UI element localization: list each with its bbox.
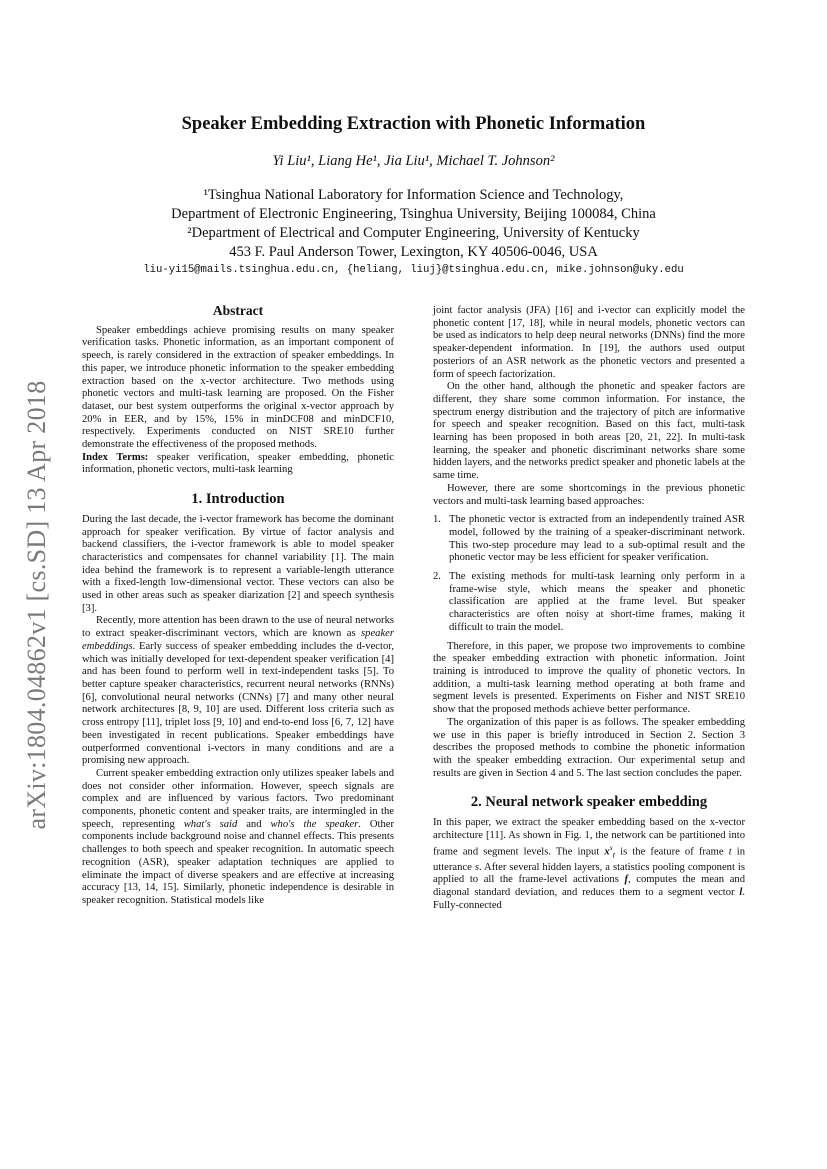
s2-var-l: l	[739, 887, 743, 899]
affiliation-line-1: ¹Tsinghua National Laboratory for Information Science and Technology,	[203, 187, 624, 203]
list-item-text: The phonetic vector is extracted from an independently trained ASR model, followed by the training of a speaker-discriminant network. This two-step procedure may lead to a sub-optimal result and the phonetic vector may be less efficient for speaker verification.	[449, 514, 745, 564]
left-column	[82, 305, 394, 908]
list-item-text: The existing methods for multi-task learning only perform in a frame-wise style, which means the speaker and phonetic classification are applied at the frame level. But speaker characteristics are often noisy at short-time frames, making it difficult to train the model.	[449, 571, 745, 633]
s2-text-e: , computes the mean and diagonal standard deviation, and reduces them to a segment vector	[433, 874, 745, 899]
right-paragraph-1: joint factor analysis (JFA) [16] and i-vector can explicitly model the phonetic content [17, 18], while in neural models, phonetic vectors can be used as indicators to help deep neural networks (DNNs) find the more speaker-dependent information. In [19], the authors used output posteriors of an ASR network as the phonetic vectors and presented a form of speech factorization.	[433, 305, 745, 380]
s2-text-d: . After several hidden layers, a statistics pooling component is applied to all the frame-level activations	[433, 861, 745, 886]
right-column	[433, 305, 745, 913]
paper-title: Speaker Embedding Extraction with Phonetic Information	[181, 114, 646, 134]
s2-var-f: f	[624, 874, 629, 886]
author-emails: liu-yi15@mails.tsinghua.edu.cn, {heliang, liuj}@tsinghua.edu.cn, mike.johnson@uky.edu	[143, 264, 684, 276]
affiliations	[80, 186, 747, 262]
author-list: Yi Liu¹, Liang He¹, Jia Liu¹, Michael T. Johnson²	[272, 153, 555, 169]
s2-var-x-sub: t	[612, 850, 616, 861]
index-terms-label: Index Terms:	[82, 451, 149, 463]
s2-text-b: is the feature of frame	[615, 846, 729, 858]
s2-text-a: In this paper, we extract the speaker embedding based on the x-vector architecture [11]. As shown in Fig. 1, the network can be partitioned into frame and segment levels. The input	[433, 817, 745, 858]
s2-text-g: . Fully-connected	[433, 887, 745, 911]
index-terms	[82, 452, 394, 477]
affiliation-line-2: Department of Electronic Engineering, Tsinghua University, Beijing 100084, China	[171, 206, 656, 222]
right-paragraph-3: However, there are some shortcomings in the previous phonetic vectors and multi-task learning based approaches:	[433, 482, 745, 507]
right-paragraph-4: Therefore, in this paper, we propose two improvements to combine the speaker embedding extraction with phonetic information. Joint training is introduced to improve the quality of phonetic vectors. In addition, a multi-task learning method operating at both frame and segment levels is presented. Experiments on Fisher and NIST SRE10 show that the proposed methods achieve better performance.	[433, 640, 745, 716]
intro-p2-part-b: . Early success of speaker embedding includes the d-vector, which was initially developed for text-dependent speaker verification [4] and has been found to perform well in text-independent tasks [5]. To better capture speaker characteristics, recurrent neural networks (RNNs) [6], convolutional neural networks (CNNs) [7] and many other neural network architectures [8, 9, 10] are used. Different loss criteria such as cross entropy [11], triplet loss [9, 10] and end-to-end loss [6, 7, 12] have been investigated in recent publications. Speaker embeddings have outperformed conventional i-vectors in many conditions and are a promising new approach.	[82, 640, 394, 767]
abstract-heading: Abstract	[212, 303, 264, 318]
s2-text-c: in utterance	[433, 846, 746, 873]
arxiv-side-identifier	[16, 360, 58, 850]
right-paragraph-2: On the other hand, although the phonetic and speaker factors are different, they share some common information. For instance, the spectrum energy distribution and the trajectory of pitch are informative for speech and speaker recognition. Based on this fact, multi-task learning has been proposed in both areas [20, 21, 22]. In multi-task learning, the speaker and phonetic discriminant networks share some hidden layers, and the networks predict speaker and phonetic labels at the same time.	[433, 381, 745, 482]
intro-paragraph-2	[82, 615, 394, 767]
list-item	[433, 571, 745, 635]
list-item-number: 1.	[433, 514, 441, 526]
abstract-text: Speaker embeddings achieve promising results on many speaker verification tasks. Phonetic information, as an important component of speech, is rarely considered in the extraction of speaker embeddings. In this paper, we introduce phonetic information to the speaker embedding extraction based on the x-vector architecture. Two methods using phonetic vectors and multi-task learning are proposed. On the Fisher dataset, our best system outperforms the original x-vector approach by 20% in EER, and by 15%, 15% in minDCF08 and minDCF10, respectively. Experiments conducted on NIST SRE10 further demonstrate the effectiveness of the proposed methods.	[82, 324, 394, 451]
intro-p3-emphasis-1: what's said	[183, 818, 238, 830]
list-item-number: 2.	[433, 571, 441, 583]
section-1-heading: 1. Introduction	[191, 491, 285, 508]
s2-var-t: t	[728, 846, 732, 858]
section-2-paragraph	[433, 817, 745, 913]
intro-p3-part-a: Current speaker embedding extraction only utilizes speaker labels and does not consider other information. However, speech signals are complex and are influenced by various factors. Two predominant components, phonetic content and speaker traits, are intermingled in the speech, representing	[82, 767, 394, 830]
list-item	[433, 514, 745, 565]
index-terms-text: speaker verification, speaker embedding, phonetic information, phonetic vectors, multi-task learning	[82, 451, 394, 476]
intro-paragraph-1: During the last decade, the i-vector framework has become the dominant approach for speaker verification. By virtue of factor analysis and backend classifiers, the i-vector framework is able to model speaker characteristics and compensates for channel variability [1]. The main idea behind the framework is to represent a variable-length utterance with a fixed-length low-dimensional vector. These vectors can also be used in other areas such as speaker diarization [2] and speech synthesis [3].	[82, 513, 394, 614]
affiliation-line-3: ²Department of Electrical and Computer Engineering, University of Kentucky	[187, 225, 640, 241]
intro-p2-part-a: Recently, more attention has been drawn to the use of neural networks to extract speaker-discriminant vectors, which are known as	[82, 615, 394, 640]
intro-paragraph-3	[82, 768, 394, 908]
s2-var-x: x	[604, 846, 610, 858]
affiliation-line-4: 453 F. Paul Anderson Tower, Lexington, KY 40506-0046, USA	[229, 244, 598, 260]
intro-p3-mid: and	[237, 818, 271, 830]
s2-var-s: s	[474, 861, 479, 873]
s2-var-x-sup: s	[609, 843, 613, 853]
intro-p3-part-b: . Other components include background noise and channel effects. This presents challenges to both speech and speaker recognition. In automatic speech recognition (ASR), speaker adaptation techniques are applied to eliminate the impact of diverse speakers and are effective at increasing accuracy [13, 14, 15]. Similarly, phonetic independence is desirable in speaker recognition. Statistical models like	[82, 818, 394, 906]
right-paragraph-5: The organization of this paper is as follows. The speaker embedding we use in this paper is briefly introduced in Section 2. Section 3 describes the proposed methods to combine the phonetic information with the speaker embedding extraction. Our experimental setup and results are given in Section 4 and 5. The last section concludes the paper.	[433, 716, 745, 779]
section-2-heading: 2. Neural network speaker embedding	[470, 794, 708, 811]
intro-p3-emphasis-2: who's the speaker	[270, 818, 359, 830]
arxiv-id-text: arXiv:1804.04862v1 [cs.SD] 13 Apr 2018	[22, 380, 51, 830]
intro-p2-emphasis: speaker embeddings	[82, 628, 394, 652]
